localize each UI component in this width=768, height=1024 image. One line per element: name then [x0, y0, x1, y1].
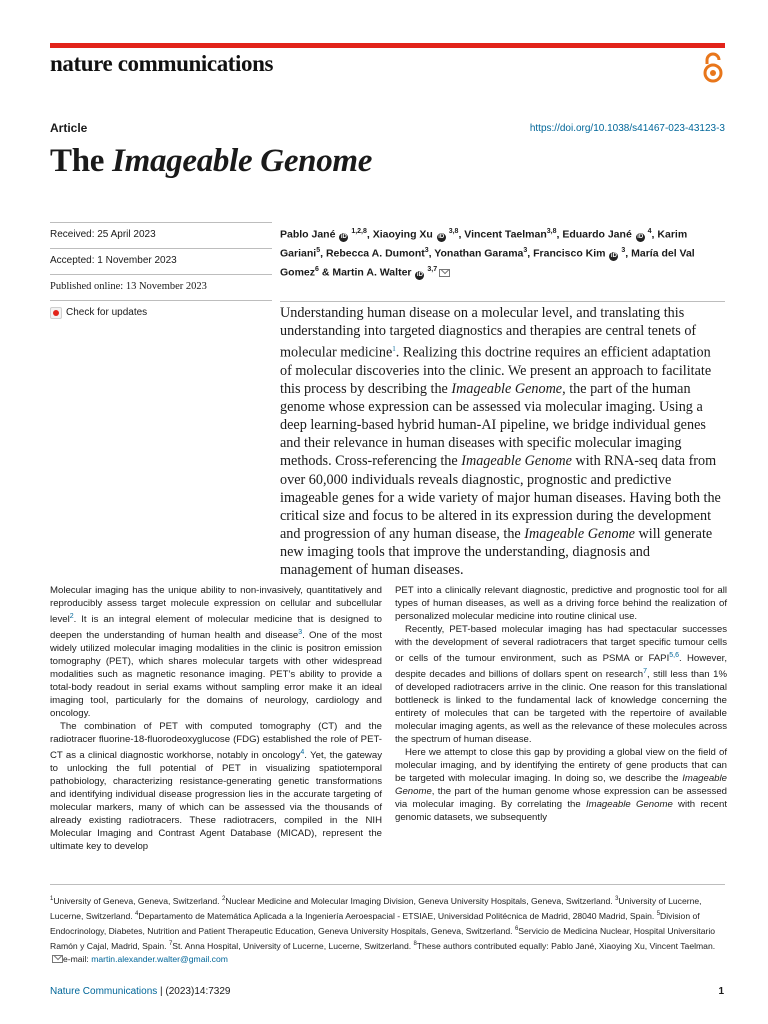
orcid-icon[interactable]: iD: [340, 233, 347, 240]
author-affiliation-sup: 3,8: [446, 228, 459, 235]
author-name[interactable]: Francisco Kim: [533, 247, 606, 260]
author-affiliation-sup: 3,7: [425, 266, 438, 273]
author-affiliation-sup: 3: [424, 247, 429, 254]
author-affiliation-sup: 1,2,8: [349, 228, 367, 235]
footnote-divider: [50, 884, 725, 885]
orcid-icon[interactable]: iD: [610, 252, 617, 259]
author-name[interactable]: María del Val Gomez: [280, 247, 695, 279]
reference-superscript[interactable]: 2: [221, 896, 226, 902]
header-accent-bar: [50, 43, 725, 48]
author-affiliation-sup: 3: [619, 247, 626, 254]
author-list: Pablo Jané iD $^{1,2,8}$, Xiaoying Xu iD $^{3,8}$, Vincent Taelman$^{3,8}$, Eduardo Jané iD $^4$, Karim Gariani$^5$, Rebecca A. Dumont$^3$, Yonathan Garama$^3$, Francisco Kim iD $^3$, María del Val Gomez$^6$ & Martin A. Walter iD $^{3,7}$: [280, 228, 695, 279]
check-updates-icon: [50, 307, 62, 319]
reference-superscript[interactable]: 7: [643, 667, 647, 675]
journal-name[interactable]: nature communications: [50, 51, 274, 76]
doi-link[interactable]: https://doi.org/10.1038/s41467-023-43123-3: [529, 123, 725, 134]
italic-term: Imageable Genome: [524, 525, 635, 542]
body-paragraph: Recently, PET-based molecular imaging has had spectacular successes with the development of several radiotracers that target specific tumour cells or cells of the tumour environment, such as PSMA or FAPI$^{5,6}$. However, despite decades and billions of dollars spent on research$^7$, still less than 1% of developed radiotracers arrive in the clinic. One reason for this translational bottleneck is linked to the fundamental lack of knowledge concerning the entirety of molecules that can be targeted with the repertoire of available molecular imaging agents, as well as the relevance of these molecules across the spectrum of human disease.: [395, 623, 727, 745]
check-updates-label: Check for updates: [66, 307, 148, 318]
italic-term: Imageable Genome: [395, 772, 727, 797]
body-column-left: [50, 585, 382, 854]
reference-superscript[interactable]: 1: [392, 345, 396, 354]
author-affiliation-sup: 5: [316, 247, 321, 254]
page-title: [50, 143, 372, 180]
orcid-icon[interactable]: iD: [438, 233, 445, 240]
received-date: Received: 25 April 2023: [50, 222, 272, 248]
author-affiliation-sup: 6: [315, 266, 319, 273]
author-name[interactable]: Xiaoying Xu: [372, 228, 433, 241]
reference-superscript[interactable]: 3: [615, 896, 619, 902]
accepted-date: Accepted: 1 November 2023: [50, 248, 272, 274]
author-name[interactable]: Yonathan Garama: [434, 247, 524, 260]
orcid-icon[interactable]: iD: [416, 271, 423, 278]
reference-superscript[interactable]: 2: [69, 612, 74, 620]
author-name[interactable]: Rebecca A. Dumont: [325, 247, 425, 260]
body-paragraph: Here we attempt to close this gap by providing a global view on the field of molecular imaging, and by identifying the entirety of gene products that can be targeted with molecular imaging. In doing so, we describe the Imageable Genome, the part of the human genome whose expression can be assessed via molecular imaging. By correlating the Imageable Genome with recent genomic datasets, we subsequently: [395, 746, 728, 823]
italic-term: Imageable Genome: [451, 381, 563, 398]
abstract: Understanding human disease on a molecular level, and translating this understanding into targeted diagnostics and therapies are central tenets of molecular medicine$^1$. Realizing this doctrine requires an efficient adaptation of molecular discoveries into the clinic. We present an approach to facilitate this process by describing the Imageable Genome, the part of the human genome whose expression can be assessed via molecular imaging. Using a deep learning-based hybrid human-AI pipeline, we bridge individual genes and their relevance in human diseases with specific molecular imaging methods. Cross-referencing the Imageable Genome with RNA-seq data from over 60,000 individuals reveals diagnostic, prognostic and predictive imageable genes for a wide variety of major human diseases. Having both the critical size and focus to be altered in its expression during the development and progression of any human disease, the Imageable Genome will generate new imaging tools that improve the understanding, diagnosis and management of human diseases.: [280, 305, 721, 579]
published-date: Published online: 13 November 2023: [50, 274, 272, 300]
body-paragraph: PET into a clinically relevant diagnostic, predictive and prognostic tool for all types of human diseases, as well as a driving force behind the realization of personalized molecular medicine into routine clinical use.: [395, 585, 727, 622]
footer-volume: | (2023)14:7329: [157, 986, 231, 997]
author-name[interactable]: Martin A. Walter: [332, 266, 412, 279]
author-name[interactable]: Eduardo Jané: [562, 228, 632, 241]
affiliations: $^1$University of Geneva, Geneva, Switzerland. $^2$Nuclear Medicine and Molecular Imaging Division, Geneva University Hospitals, Geneva, Switzerland. $^3$University of Lucerne, Lucerne, Switzerland. $^4$Departamento de Matemática Aplicada a la Ingeniería Aeroespacial - ETSIAE, Universidad Politécnica de Madrid, 28040 Madrid, Spain. $^5$Division of Endocrinology, Diabetes, Nutrition and Patient Therapeutic Education, Geneva University Hospitals, Geneva, Switzerland. $^6$Servicio de Medicina Nuclear, Hospital Universitario Ramón y Cajal, Madrid, Spain. $^7$St. Anna Hospital, University of Lucerne, Lucerne, Switzerland. $^8$These authors contributed equally: Pablo Jané, Xiaoying Xu, Vincent Taelman. e-mail: martin.alexander.walter@gmail.com: [50, 895, 716, 965]
author-affiliation-sup: 3,8: [546, 228, 557, 235]
body-column-right: [395, 585, 727, 825]
reference-superscript[interactable]: 5,6: [669, 651, 679, 659]
italic-term: Imageable Genome: [461, 453, 572, 470]
orcid-icon[interactable]: iD: [637, 233, 644, 240]
publication-dates: [50, 222, 272, 326]
mail-icon[interactable]: [439, 269, 450, 277]
footer-journal-link[interactable]: Nature Communications: [50, 986, 158, 997]
reference-superscript[interactable]: 4: [300, 748, 305, 756]
author-name[interactable]: Karim Gariani: [280, 228, 688, 260]
title-italic: Imageable Genome: [112, 143, 373, 179]
title-prefix: The: [50, 143, 113, 179]
article-type: Article: [50, 121, 88, 135]
page-number: 1: [718, 986, 724, 997]
reference-superscript[interactable]: 1: [50, 896, 54, 902]
check-for-updates-button[interactable]: [50, 300, 272, 326]
body-paragraph: Molecular imaging has the unique ability to non-invasively, quantitatively and reproducibly assess target molecule expression on cellular and subcellular level$^2$. It is an integral element of molecular medicine that is designed to deepen the understanding of human health and disease$^3$. One of the most widely utilized molecular imaging modalities in the clinic is positron emission tomography (PET), which shares molecular targets with other widespread modalities such as magnetic resonance imaging. PET’s ability to provide a total-body readout in serial exams without sampling error make it an ideal imaging tool, particularly for the domains of neurology, cardiology and oncology.: [50, 585, 382, 719]
reference-superscript[interactable]: 4: [135, 911, 139, 918]
reference-superscript[interactable]: 3: [298, 629, 303, 637]
reference-superscript[interactable]: 7: [168, 941, 173, 948]
author-name[interactable]: Pablo Jané: [280, 228, 336, 241]
open-access-icon[interactable]: [701, 51, 725, 85]
italic-term: Imageable Genome: [585, 798, 673, 810]
footer-citation: [50, 986, 230, 997]
email-link[interactable]: martin.alexander.walter@gmail.com: [91, 954, 228, 965]
abstract-divider: [280, 301, 725, 302]
reference-superscript[interactable]: 5: [656, 911, 661, 918]
reference-superscript[interactable]: 8: [413, 941, 417, 948]
body-paragraph: The combination of PET with computed tomography (CT) and the radiotracer fluorine-18-fluorodeoxyglucose (FDG) established the role of PET-CT as a clinical diagnostic workhorse, notably in oncology$^4$. Yet, the gateway to unlocking the full potential of PET in visualizing spatiotemporal pathobiology, characterizing resistance-generating genetic transformations and identifying individual disease progression lies in the accurate targeting of molecular markers, many of which can be assessed via the thousands of already existing radiotracers. These radiotracers, compiled in the NIH Molecular Imaging and Contrast Agent Database (MICAD), represent the ultimate key to develop: [50, 720, 382, 852]
author-affiliation-sup: 3: [523, 247, 528, 254]
author-name[interactable]: Vincent Taelman: [464, 228, 547, 241]
reference-superscript[interactable]: 6: [514, 926, 519, 933]
mail-icon: [52, 955, 63, 963]
author-affiliation-sup: 4: [645, 228, 652, 235]
